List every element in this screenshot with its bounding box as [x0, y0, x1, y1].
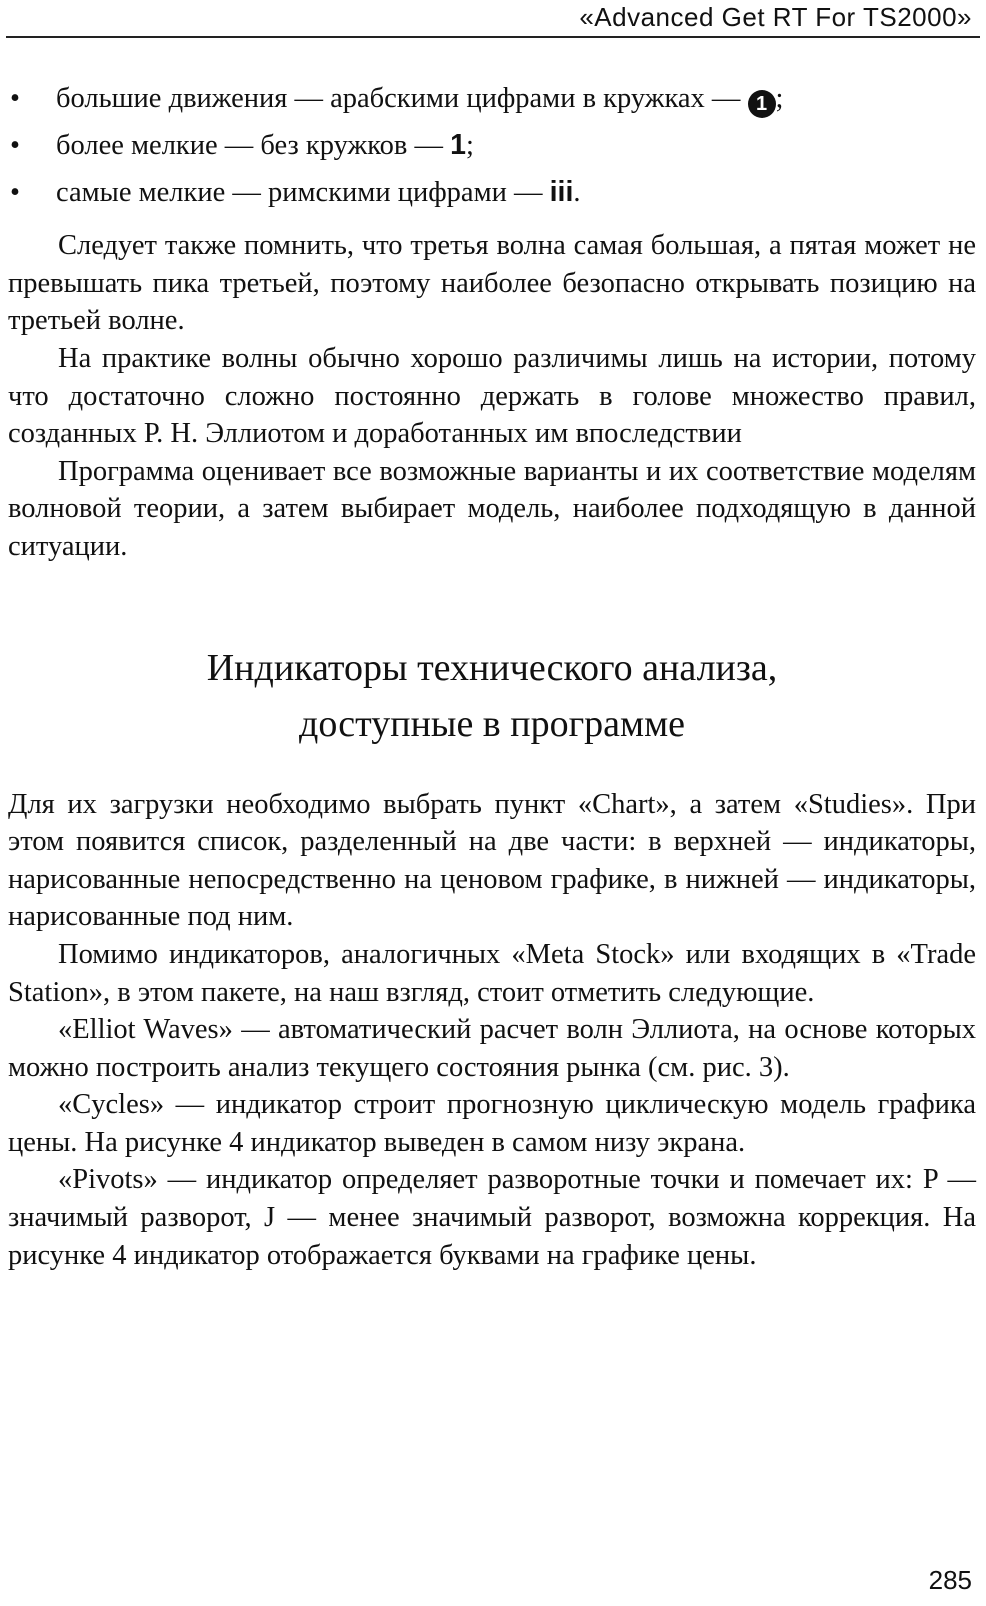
circled-numeral-icon: 1 — [748, 90, 776, 118]
page-number: 285 — [928, 1565, 972, 1595]
paragraph: «Pivots» — индикатор определяет разворотные точки и помечает их: P — значимый разворот, J — менее значимый разворот, возможна коррекция. На рисунке 4 индикатор отображается буквами на графике цены. — [8, 1164, 976, 1271]
roman-numeral-symbol: iii — [549, 175, 574, 208]
section-heading — [8, 640, 976, 752]
page-body — [8, 80, 976, 1274]
paragraph: «Elliot Waves» — автоматический расчет волн Эллиота, на основе которых можно построить анализ текущего состояния рынка (см. рис. 3). — [8, 1014, 976, 1083]
paragraph: «Cycles» — индикатор строит прогнозную циклическую модель графика цены. На рисунке 4 индикатор выведен в самом низу экрана. — [8, 1089, 976, 1158]
wave-notation-list — [8, 80, 976, 211]
intro-paragraphs — [8, 227, 976, 565]
paragraph: Программа оценивает все возможные варианты и их соответствие моделям волновой теории, а затем выбирает модель, наиболее подходящую в данной ситуации. — [8, 455, 976, 562]
list-item — [8, 80, 976, 118]
section-heading-line: Индикаторы технического анализа, — [206, 646, 778, 689]
list-item-text: более мелкие — без кружков — — [56, 130, 451, 161]
header-rule — [6, 36, 980, 38]
paragraph: Помимо индикаторов, аналогичных «Meta Stock» или входящих в «Trade Station», в этом пакете, на наш взгляд, стоит отметить следующие. — [8, 938, 976, 1008]
list-item-text: большие движения — арабскими цифрами в кружках — — [56, 83, 748, 114]
list-item-end: ; — [775, 83, 784, 114]
list-item — [8, 127, 976, 165]
paragraph: На практике волны обычно хорошо различимы лишь на истории, потому что достаточно сложно постоянно держать в голове множество правил, созданных Р. Н. Эллиотом и доработанных им впоследствии — [8, 342, 976, 450]
paragraph: Для их загрузки необходимо выбрать пункт «Chart», а затем «Studies». При этом появится список, разделенный на две части: в верхней — индикаторы, нарисованные непосредственно на ценовом графике, в нижней — индикаторы, нарисованные под ним. — [8, 788, 976, 933]
list-item — [8, 174, 976, 212]
list-item-end: . — [573, 176, 581, 208]
paragraph: Следует также помнить, что третья волна самая большая, а пятая может не превышать пика третьей, поэтому наиболее безопасно открывать позицию на третьей волне. — [8, 230, 976, 337]
plain-numeral-symbol: 1 — [450, 129, 466, 161]
list-item-end: ; — [465, 130, 474, 161]
section-heading-line: доступные в программе — [298, 702, 685, 745]
list-item-text: самые мелкие — римскими цифрами — — [56, 176, 550, 208]
section-paragraphs — [8, 786, 976, 1275]
running-header: «Advanced Get RT For TS2000» — [579, 2, 972, 32]
